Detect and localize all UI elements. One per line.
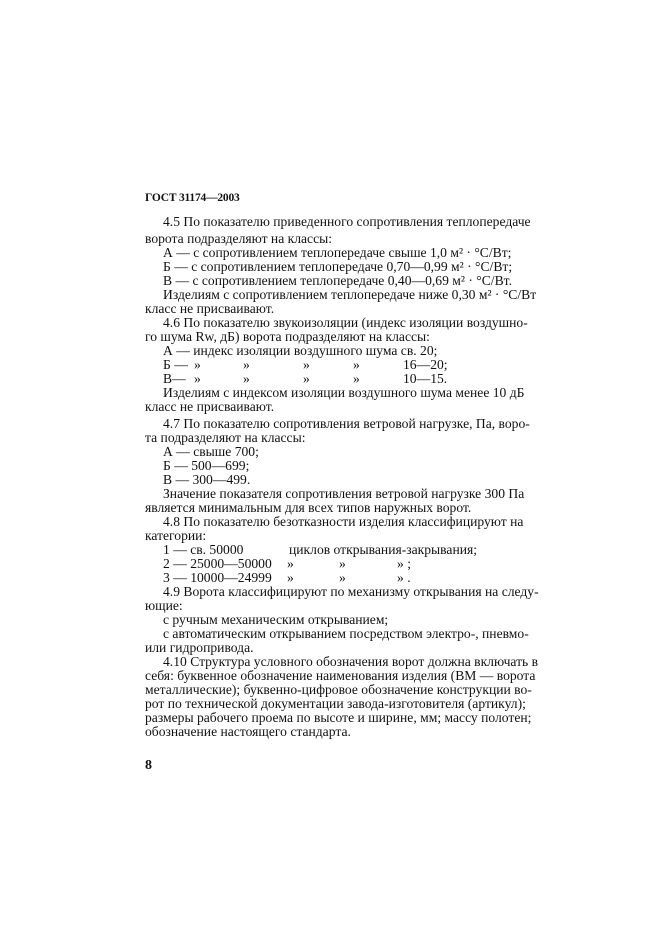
ditto-mark: » bbox=[303, 371, 310, 386]
ditto-mark: » bbox=[287, 570, 294, 585]
opening-automatic-line-1: с автоматическим открыванием посредством электро-, пневмо- bbox=[163, 626, 529, 641]
wind-class-a: А — свыше 700; bbox=[163, 444, 259, 459]
ditto-mark: » bbox=[353, 357, 360, 372]
cycle-category-2-label: 2 — 25000—50000 bbox=[163, 556, 272, 571]
para-4-10-line-4: рот по технической документации завода-изготовителя (артикул); bbox=[145, 696, 526, 711]
para-4-7-line-2: та подразделяют на классы: bbox=[145, 430, 306, 445]
para-4-10-line-1: 4.10 Структура условного обозначения ворот должна включать в bbox=[163, 654, 539, 669]
cycle-category-1-label: 1 — св. 50000 bbox=[163, 542, 244, 557]
ditto-mark: » bbox=[194, 371, 201, 386]
para-4-8-line-2: категории: bbox=[145, 528, 207, 543]
thermal-note-line-1: Изделиям с сопротивлением теплопередаче ниже 0,30 м² · °С/Вт bbox=[163, 287, 537, 302]
para-4-10-line-5: размеры рабочего проема по высоте и ширине, мм; массу полотен; bbox=[145, 710, 532, 725]
ditto-mark: » bbox=[303, 357, 310, 372]
wind-class-b: Б — 500—699; bbox=[163, 458, 250, 473]
sound-class-b-value: 16—20; bbox=[403, 357, 448, 372]
thermal-note-line-2: класс не присваивают. bbox=[145, 301, 275, 316]
thermal-class-v: В — с сопротивлением теплопередаче 0,40—0,69 м² · °С/Вт. bbox=[163, 273, 512, 288]
para-4-6-line-2: го шума Rw, дБ) ворота подразделяют на классы: bbox=[145, 329, 430, 344]
cycle-category-1-text: циклов открывания-закрывания; bbox=[289, 542, 478, 557]
para-4-6-line-1: 4.6 По показателю звукоизоляции (индекс изоляции воздушно- bbox=[163, 315, 528, 330]
para-4-9-line-2: ющие: bbox=[145, 598, 183, 613]
para-4-10-line-6: обозначение настоящего стандарта. bbox=[145, 724, 351, 739]
para-4-10-line-3: металлические); буквенно-цифровое обозначение конструкции во- bbox=[145, 682, 532, 697]
opening-automatic-line-2: или гидропривода. bbox=[145, 640, 254, 655]
wind-class-v: В — 300—499. bbox=[163, 472, 251, 487]
page-number: 8 bbox=[145, 758, 152, 773]
ditto-mark: » bbox=[339, 570, 346, 585]
para-4-5-line-1: 4.5 По показателю приведенного сопротивления теплопередаче bbox=[163, 214, 531, 229]
ditto-mark: » bbox=[339, 556, 346, 571]
ditto-mark: » . bbox=[397, 570, 411, 585]
ditto-mark: » ; bbox=[397, 556, 411, 571]
wind-note-line-2: является минимальным для всех типов наружных ворот. bbox=[145, 500, 472, 515]
sound-note-line-2: класс не присваивают. bbox=[145, 399, 275, 414]
sound-class-v-label: В— bbox=[163, 371, 186, 386]
para-4-7-line-1: 4.7 По показателю сопротивления ветровой нагрузке, Па, воро- bbox=[163, 416, 530, 431]
cycle-category-3-label: 3 — 10000—24999 bbox=[163, 570, 272, 585]
wind-note-line-1: Значение показателя сопротивления ветровой нагрузке 300 Па bbox=[163, 486, 525, 501]
para-4-5-line-2: ворота подразделяют на классы: bbox=[145, 231, 333, 246]
sound-class-b-label: Б — bbox=[163, 357, 188, 372]
ditto-mark: » bbox=[353, 371, 360, 386]
ditto-mark: » bbox=[243, 371, 250, 386]
para-4-10-line-2: себя: буквенное обозначение наименования изделия (ВМ — ворота bbox=[145, 668, 536, 683]
ditto-mark: » bbox=[194, 357, 201, 372]
sound-class-a: А — индекс изоляции воздушного шума св. 20; bbox=[163, 343, 438, 358]
para-4-9-line-1: 4.9 Ворота классифицируют по механизму открывания на следу- bbox=[163, 584, 539, 599]
ditto-mark: » bbox=[243, 357, 250, 372]
ditto-mark: » bbox=[287, 556, 294, 571]
thermal-class-a: А — с сопротивлением теплопередаче свыше 1,0 м² · °С/Вт; bbox=[163, 245, 512, 260]
thermal-class-b: Б — с сопротивлением теплопередаче 0,70—0,99 м² · °С/Вт; bbox=[163, 259, 513, 274]
opening-manual: с ручным механическим открыванием; bbox=[163, 612, 389, 627]
para-4-8-line-1: 4.8 По показателю безотказности изделия классифицируют на bbox=[163, 514, 524, 529]
sound-note-line-1: Изделиям с индексом изоляции воздушного шума менее 10 дБ bbox=[163, 385, 525, 400]
standard-header: ГОСТ 31174—2003 bbox=[145, 192, 240, 204]
sound-class-v-value: 10—15. bbox=[403, 371, 448, 386]
